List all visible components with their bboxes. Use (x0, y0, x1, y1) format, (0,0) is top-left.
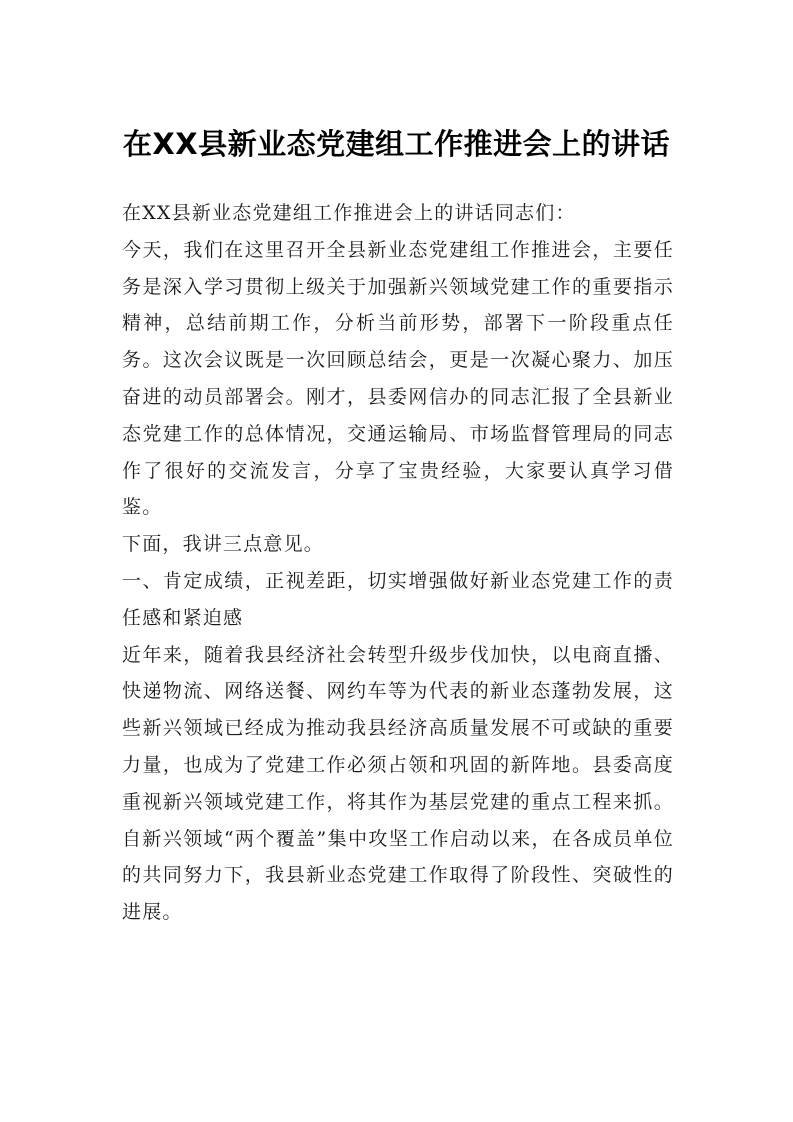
document-title: 在XX县新业态党建组工作推进会上的讲话 (122, 127, 671, 161)
opening-paragraph: 今天，我们在这里召开全县新业态党建组工作推进会，主要任务是深入学习贯彻上级关于加强新兴领域党建工作的重要指示精神，总结前期工作，分析当前形势，部署下一阶段重点任务。这次会议既是一次回顾总结会，更是一次凝心聚力、加压奋进的动员部署会。刚才，县委网信办的同志汇报了全县新业态党建工作的总体情况，交通运输局、市场监督管理局的同志作了很好的交流发言，分享了宝贵经验，大家要认真学习借鉴。 (122, 238, 674, 519)
document-body (122, 195, 674, 931)
transition-paragraph: 下面，我讲三点意见。 (122, 533, 325, 556)
greeting-paragraph: 在XX县新业态党建组工作推进会上的讲话同志们： (122, 202, 576, 224)
section-heading-1: 一、肯定成绩，正视差距，切实增强做好新业态党建工作的责任感和紧迫感 (122, 569, 674, 629)
section-1-paragraph: 近年来，随着我县经济社会转型升级步伐加快，以电商直播、快递物流、网络送餐、网约车等为代表的新业态蓬勃发展，这些新兴领域已经成为推动我县经济高质量发展不可或缺的重要力量，也成为了党建工作必须占领和巩固的新阵地。县委高度重视新兴领域党建工作，将其作为基层党建的重点工程来抓。自新兴领域“两个覆盖”集中攻坚工作启动以来，在各成员单位的共同努力下，我县新业态党建工作取得了阶段性、突破性的进展。 (122, 643, 674, 924)
